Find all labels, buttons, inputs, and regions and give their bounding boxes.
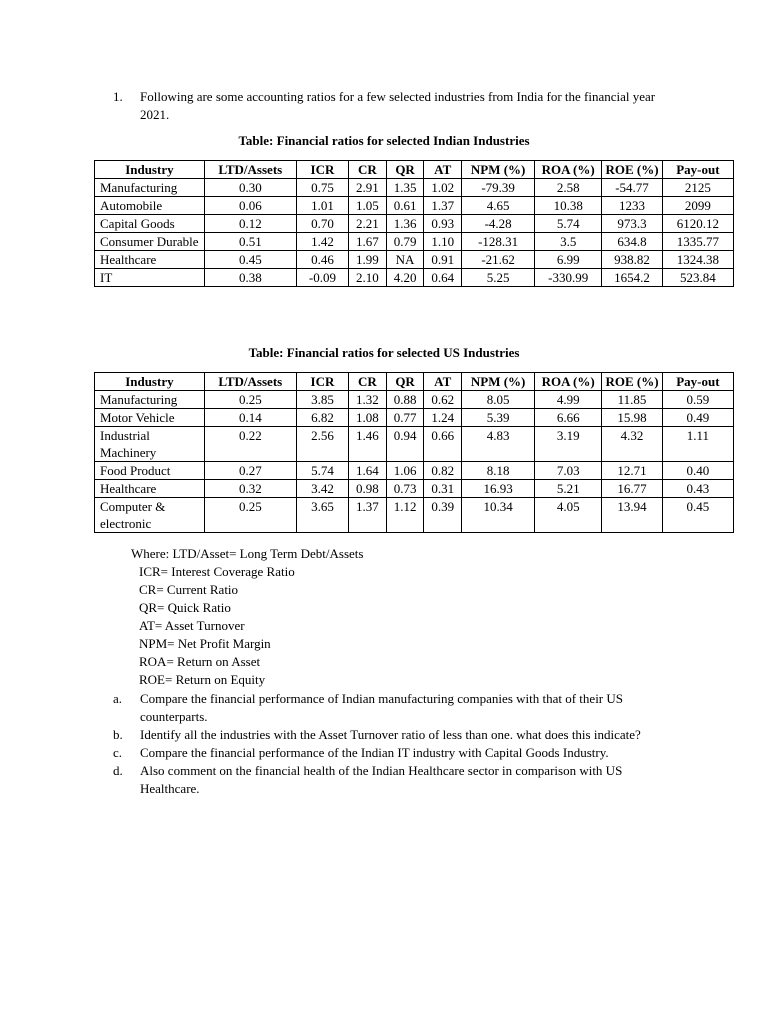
ratio-cell: 0.22 — [204, 427, 296, 462]
ratio-cell: 1.46 — [349, 427, 387, 462]
ratio-cell: 1654.2 — [602, 269, 663, 287]
ratio-cell: 1.08 — [349, 409, 387, 427]
table-row — [95, 215, 734, 233]
column-header: ICR — [296, 161, 348, 179]
ratio-cell: 1.11 — [662, 427, 733, 462]
ratio-cell: 1.05 — [349, 197, 387, 215]
column-header: ROA (%) — [535, 373, 602, 391]
ratio-cell: 0.46 — [296, 251, 348, 269]
industry-cell: Capital Goods — [95, 215, 205, 233]
ratio-cell: -4.28 — [462, 215, 535, 233]
table-header-row — [95, 373, 734, 391]
ratio-cell: 5.74 — [296, 462, 348, 480]
ratio-cell: 4.20 — [386, 269, 424, 287]
ratio-cell: -128.31 — [462, 233, 535, 251]
column-header: NPM (%) — [462, 161, 535, 179]
ratio-cell: 10.34 — [462, 498, 535, 533]
ratio-cell: 973.3 — [602, 215, 663, 233]
ratio-cell: 1.24 — [424, 409, 462, 427]
sub-question-text: Identify all the industries with the Asset Turnover ratio of less than one. what does this indicate? — [140, 727, 641, 742]
table-row — [95, 480, 734, 498]
table-row — [95, 462, 734, 480]
sub-question-label: c. — [113, 745, 123, 760]
definition-line: CR= Current Ratio — [139, 582, 239, 597]
ratio-cell: 1335.77 — [662, 233, 733, 251]
ratio-cell: 1.42 — [296, 233, 348, 251]
ratio-cell: 0.64 — [424, 269, 462, 287]
sub-questions — [113, 690, 673, 798]
table-row — [95, 409, 734, 427]
ratio-cell: 0.88 — [386, 391, 424, 409]
ratio-cell: NA — [386, 251, 424, 269]
ratio-cell: 0.62 — [424, 391, 462, 409]
ratio-cell: 0.51 — [204, 233, 296, 251]
column-header: ROA (%) — [535, 161, 602, 179]
ratio-cell: -54.77 — [602, 179, 663, 197]
ratio-cell: 0.59 — [662, 391, 733, 409]
ratio-cell: 0.70 — [296, 215, 348, 233]
ratio-cell: 1.02 — [424, 179, 462, 197]
ratio-cell: 5.39 — [462, 409, 535, 427]
definition-line: QR= Quick Ratio — [139, 600, 231, 615]
ratio-cell: 0.94 — [386, 427, 424, 462]
column-header: Industry — [95, 373, 205, 391]
definition-line: ROA= Return on Asset — [139, 654, 261, 669]
ratio-cell: 0.32 — [204, 480, 296, 498]
ratio-cell: 2.10 — [349, 269, 387, 287]
ratio-cell: 6.66 — [535, 409, 602, 427]
column-header: NPM (%) — [462, 373, 535, 391]
ratio-cell: 3.5 — [535, 233, 602, 251]
ratio-cell: 5.25 — [462, 269, 535, 287]
industry-cell: Manufacturing — [95, 179, 205, 197]
definition-line: AT= Asset Turnover — [139, 618, 245, 633]
ratio-cell: 0.98 — [349, 480, 387, 498]
industry-cell: Consumer Durable — [95, 233, 205, 251]
ratio-cell: 0.79 — [386, 233, 424, 251]
column-header: ROE (%) — [602, 373, 663, 391]
ratio-cell: 0.40 — [662, 462, 733, 480]
ratio-cell: 634.8 — [602, 233, 663, 251]
ratio-cell: 1.37 — [349, 498, 387, 533]
industry-cell: Automobile — [95, 197, 205, 215]
ratio-cell: 0.14 — [204, 409, 296, 427]
ratio-cell: 0.25 — [204, 498, 296, 533]
ratio-cell: 3.19 — [535, 427, 602, 462]
ratio-cell: 6.99 — [535, 251, 602, 269]
ratio-cell: 12.71 — [602, 462, 663, 480]
table-row — [95, 427, 734, 462]
ratio-cell: 3.85 — [296, 391, 348, 409]
india-table-title: Table: Financial ratios for selected Indian Industries — [238, 133, 530, 148]
ratio-cell: 4.99 — [535, 391, 602, 409]
ratio-cell: 2.21 — [349, 215, 387, 233]
table-row — [95, 179, 734, 197]
ratio-cell: 4.83 — [462, 427, 535, 462]
ratio-cell: 1.35 — [386, 179, 424, 197]
sub-question — [113, 690, 673, 726]
ratio-cell: 15.98 — [602, 409, 663, 427]
ratio-cell: 938.82 — [602, 251, 663, 269]
india-ratios-table — [94, 160, 734, 287]
ratio-cell: 1324.38 — [662, 251, 733, 269]
ratio-cell: 0.12 — [204, 215, 296, 233]
sub-question-text: Compare the financial performance of the Indian IT industry with Capital Goods Industry. — [140, 745, 609, 760]
ratio-cell: 2.91 — [349, 179, 387, 197]
ratio-cell: 4.65 — [462, 197, 535, 215]
industry-cell: Healthcare — [95, 480, 205, 498]
table-row — [95, 391, 734, 409]
ratio-cell: 3.42 — [296, 480, 348, 498]
sub-question — [113, 726, 673, 744]
ratio-cell: 1.32 — [349, 391, 387, 409]
question-text: Following are some accounting ratios for a few selected industries from India for the financial year 2021. — [140, 89, 656, 122]
ratio-cell: 4.05 — [535, 498, 602, 533]
ratio-cell: 1.12 — [386, 498, 424, 533]
ratio-cell: 11.85 — [602, 391, 663, 409]
ratio-cell: -0.09 — [296, 269, 348, 287]
ratio-cell: 8.05 — [462, 391, 535, 409]
industry-cell: Motor Vehicle — [95, 409, 205, 427]
ratio-cell: 6.82 — [296, 409, 348, 427]
ratio-cell: 1.67 — [349, 233, 387, 251]
definition-line: Where: LTD/Asset= Long Term Debt/Assets — [131, 546, 364, 561]
industry-cell: Manufacturing — [95, 391, 205, 409]
ratio-cell: 0.49 — [662, 409, 733, 427]
ratio-cell: 0.66 — [424, 427, 462, 462]
sub-question-label: b. — [113, 727, 123, 742]
column-header: CR — [349, 161, 387, 179]
ratio-cell: 1.36 — [386, 215, 424, 233]
ratio-cell: -330.99 — [535, 269, 602, 287]
ratio-cell: 1.64 — [349, 462, 387, 480]
table-row — [95, 233, 734, 251]
question-number: 1. — [113, 89, 123, 104]
ratio-cell: 0.61 — [386, 197, 424, 215]
column-header: Pay-out — [662, 373, 733, 391]
ratio-cell: 0.77 — [386, 409, 424, 427]
us-ratios-table — [94, 372, 734, 533]
ratio-cell: 0.06 — [204, 197, 296, 215]
ratio-cell: 523.84 — [662, 269, 733, 287]
column-header: LTD/Assets — [204, 373, 296, 391]
ratio-cell: 1.99 — [349, 251, 387, 269]
column-header: QR — [386, 161, 424, 179]
ratio-cell: 1.06 — [386, 462, 424, 480]
sub-question-text: Also comment on the financial health of the Indian Healthcare sector in comparison with US Healthcare. — [140, 763, 623, 796]
column-header: AT — [424, 373, 462, 391]
column-header: Industry — [95, 161, 205, 179]
sub-question-label: a. — [113, 691, 123, 706]
ratio-cell: 5.21 — [535, 480, 602, 498]
table-header-row — [95, 161, 734, 179]
table-row — [95, 269, 734, 287]
ratio-cell: 0.30 — [204, 179, 296, 197]
ratio-cell: 0.91 — [424, 251, 462, 269]
industry-cell: IT — [95, 269, 205, 287]
ratio-cell: 2.56 — [296, 427, 348, 462]
question-intro — [113, 88, 673, 124]
industry-cell: Computer & electronic — [95, 498, 205, 533]
us-table-title: Table: Financial ratios for selected US Industries — [248, 345, 520, 360]
sub-question — [113, 762, 673, 798]
ratio-cell: 1.01 — [296, 197, 348, 215]
ratio-cell: 16.77 — [602, 480, 663, 498]
abbreviation-definitions — [131, 545, 363, 689]
ratio-cell: 1.10 — [424, 233, 462, 251]
ratio-cell: 2099 — [662, 197, 733, 215]
ratio-cell: 2125 — [662, 179, 733, 197]
ratio-cell: 0.73 — [386, 480, 424, 498]
ratio-cell: 0.43 — [662, 480, 733, 498]
ratio-cell: 0.45 — [204, 251, 296, 269]
ratio-cell: 0.75 — [296, 179, 348, 197]
ratio-cell: 8.18 — [462, 462, 535, 480]
ratio-cell: 0.31 — [424, 480, 462, 498]
ratio-cell: 10.38 — [535, 197, 602, 215]
ratio-cell: -79.39 — [462, 179, 535, 197]
sub-question — [113, 744, 673, 762]
definition-line: ROE= Return on Equity — [139, 672, 266, 687]
ratio-cell: 6120.12 — [662, 215, 733, 233]
table-row — [95, 251, 734, 269]
ratio-cell: 0.25 — [204, 391, 296, 409]
ratio-cell: 13.94 — [602, 498, 663, 533]
column-header: CR — [349, 373, 387, 391]
definition-line: ICR= Interest Coverage Ratio — [139, 564, 295, 579]
ratio-cell: 5.74 — [535, 215, 602, 233]
ratio-cell: 2.58 — [535, 179, 602, 197]
ratio-cell: 16.93 — [462, 480, 535, 498]
column-header: Pay-out — [662, 161, 733, 179]
ratio-cell: 0.38 — [204, 269, 296, 287]
column-header: ICR — [296, 373, 348, 391]
industry-cell: Healthcare — [95, 251, 205, 269]
column-header: ROE (%) — [602, 161, 663, 179]
table-row — [95, 197, 734, 215]
ratio-cell: 0.45 — [662, 498, 733, 533]
ratio-cell: 0.93 — [424, 215, 462, 233]
ratio-cell: 0.82 — [424, 462, 462, 480]
ratio-cell: 0.39 — [424, 498, 462, 533]
industry-cell: Food Product — [95, 462, 205, 480]
sub-question-text: Compare the financial performance of Indian manufacturing companies with that of their US counterparts. — [140, 691, 623, 724]
ratio-cell: 3.65 — [296, 498, 348, 533]
ratio-cell: 1233 — [602, 197, 663, 215]
ratio-cell: 7.03 — [535, 462, 602, 480]
column-header: LTD/Assets — [204, 161, 296, 179]
ratio-cell: -21.62 — [462, 251, 535, 269]
ratio-cell: 4.32 — [602, 427, 663, 462]
column-header: QR — [386, 373, 424, 391]
column-header: AT — [424, 161, 462, 179]
table-row — [95, 498, 734, 533]
industry-cell: Industrial Machinery — [95, 427, 205, 462]
ratio-cell: 1.37 — [424, 197, 462, 215]
sub-question-label: d. — [113, 763, 123, 778]
definition-line: NPM= Net Profit Margin — [139, 636, 271, 651]
ratio-cell: 0.27 — [204, 462, 296, 480]
